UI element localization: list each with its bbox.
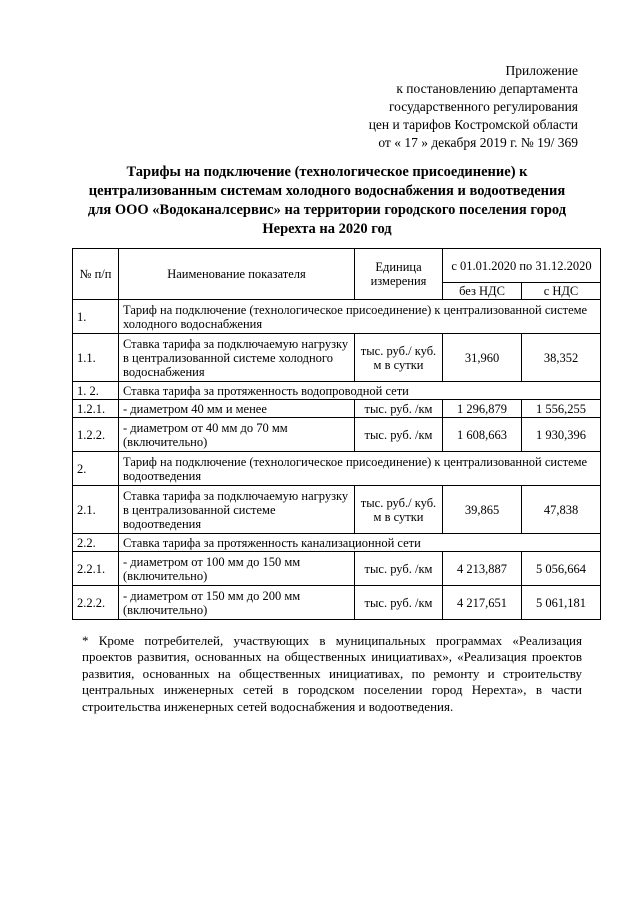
row-num: 2.1. — [73, 486, 119, 534]
table-row — [73, 418, 601, 452]
row-num: 1. — [73, 300, 119, 334]
row-unit: тыс. руб./ куб. м в сутки — [355, 334, 443, 382]
appendix-line: государственного регулирования — [388, 99, 578, 114]
title-line: для ООО «Водоканалсервис» на территории городского поселения город — [87, 202, 567, 218]
row-num: 2. — [73, 452, 119, 486]
row-name: - диаметром 40 мм и менее — [119, 400, 355, 418]
table-row — [73, 382, 601, 400]
row-with-vat: 1 930,396 — [522, 418, 601, 452]
row-num: 1.2.1. — [73, 400, 119, 418]
row-num: 1. 2. — [73, 382, 119, 400]
table-row — [73, 300, 601, 334]
header-num: № п/п — [73, 249, 119, 300]
row-unit: тыс. руб. /км — [355, 552, 443, 586]
row-with-vat: 5 061,181 — [522, 586, 601, 620]
row-no-vat: 39,865 — [443, 486, 522, 534]
row-with-vat: 38,352 — [522, 334, 601, 382]
row-unit: тыс. руб. /км — [355, 400, 443, 418]
row-unit: тыс. руб./ куб. м в сутки — [355, 486, 443, 534]
row-num: 2.2.1. — [73, 552, 119, 586]
row-no-vat: 4 217,651 — [443, 586, 522, 620]
row-name: Ставка тарифа за подключаемую нагрузку в централизованной системе холодного водоснабжения — [119, 334, 355, 382]
table-header-row — [73, 249, 601, 283]
row-num: 2.2.2. — [73, 586, 119, 620]
row-num: 2.2. — [73, 534, 119, 552]
row-name: - диаметром от 150 мм до 200 мм (включительно) — [119, 586, 355, 620]
row-name: Ставка тарифа за подключаемую нагрузку в централизованной системе водоотведения — [119, 486, 355, 534]
row-name: - диаметром от 40 мм до 70 мм (включительно) — [119, 418, 355, 452]
table-row — [73, 486, 601, 534]
appendix-header — [278, 62, 578, 152]
table-row — [73, 534, 601, 552]
table-row — [73, 452, 601, 486]
header-unit: Единица измерения — [355, 249, 443, 300]
section-title: Ставка тарифа за протяженность канализационной сети — [119, 534, 601, 552]
section-title: Ставка тарифа за протяженность водопроводной сети — [119, 382, 601, 400]
row-unit: тыс. руб. /км — [355, 586, 443, 620]
header-name: Наименование показателя — [119, 249, 355, 300]
title-line: Тарифы на подключение (технологическое присоединение) к — [126, 164, 528, 180]
table-row — [73, 400, 601, 418]
header-period: с 01.01.2020 по 31.12.2020 — [443, 249, 601, 283]
header-with-vat: с НДС — [522, 283, 601, 300]
row-no-vat: 4 213,887 — [443, 552, 522, 586]
section-title: Тариф на подключение (технологическое присоединение) к централизованной системе водоотведения — [119, 452, 601, 486]
row-num: 1.2.2. — [73, 418, 119, 452]
tariff-table — [72, 248, 601, 620]
row-unit: тыс. руб. /км — [355, 418, 443, 452]
row-with-vat: 47,838 — [522, 486, 601, 534]
appendix-line: к постановлению департамента — [396, 81, 578, 96]
row-with-vat: 5 056,664 — [522, 552, 601, 586]
table-row — [73, 552, 601, 586]
title-line: централизованным системам холодного водоснабжения и водоотведения — [88, 183, 566, 199]
header-no-vat: без НДС — [443, 283, 522, 300]
table-row — [73, 586, 601, 620]
row-no-vat: 31,960 — [443, 334, 522, 382]
row-no-vat: 1 608,663 — [443, 418, 522, 452]
row-with-vat: 1 556,255 — [522, 400, 601, 418]
appendix-line: цен и тарифов Костромской области — [368, 117, 578, 132]
appendix-line: от « 17 » декабря 2019 г. № 19/ 369 — [378, 135, 578, 150]
row-no-vat: 1 296,879 — [443, 400, 522, 418]
title-line: Нерехта на 2020 год — [262, 221, 392, 237]
document-title — [60, 163, 594, 239]
section-title: Тариф на подключение (технологическое присоединение) к централизованной системе холодного водоснабжения — [119, 300, 601, 334]
footnote: * Кроме потребителей, участвующих в муниципальных программах «Реализация проектов развития, основанных на общественных инициативах», «Реализация проектов развития, основанных на общественных инициативах, по ремонту и строительству центральных инженерных сетей в городском поселении город Нерехта», в части строительства инженерных сетей водоснабжения и водоотведения. — [82, 633, 582, 714]
row-name: - диаметром от 100 мм до 150 мм (включительно) — [119, 552, 355, 586]
appendix-line: Приложение — [505, 63, 578, 78]
row-num: 1.1. — [73, 334, 119, 382]
table-row — [73, 334, 601, 382]
